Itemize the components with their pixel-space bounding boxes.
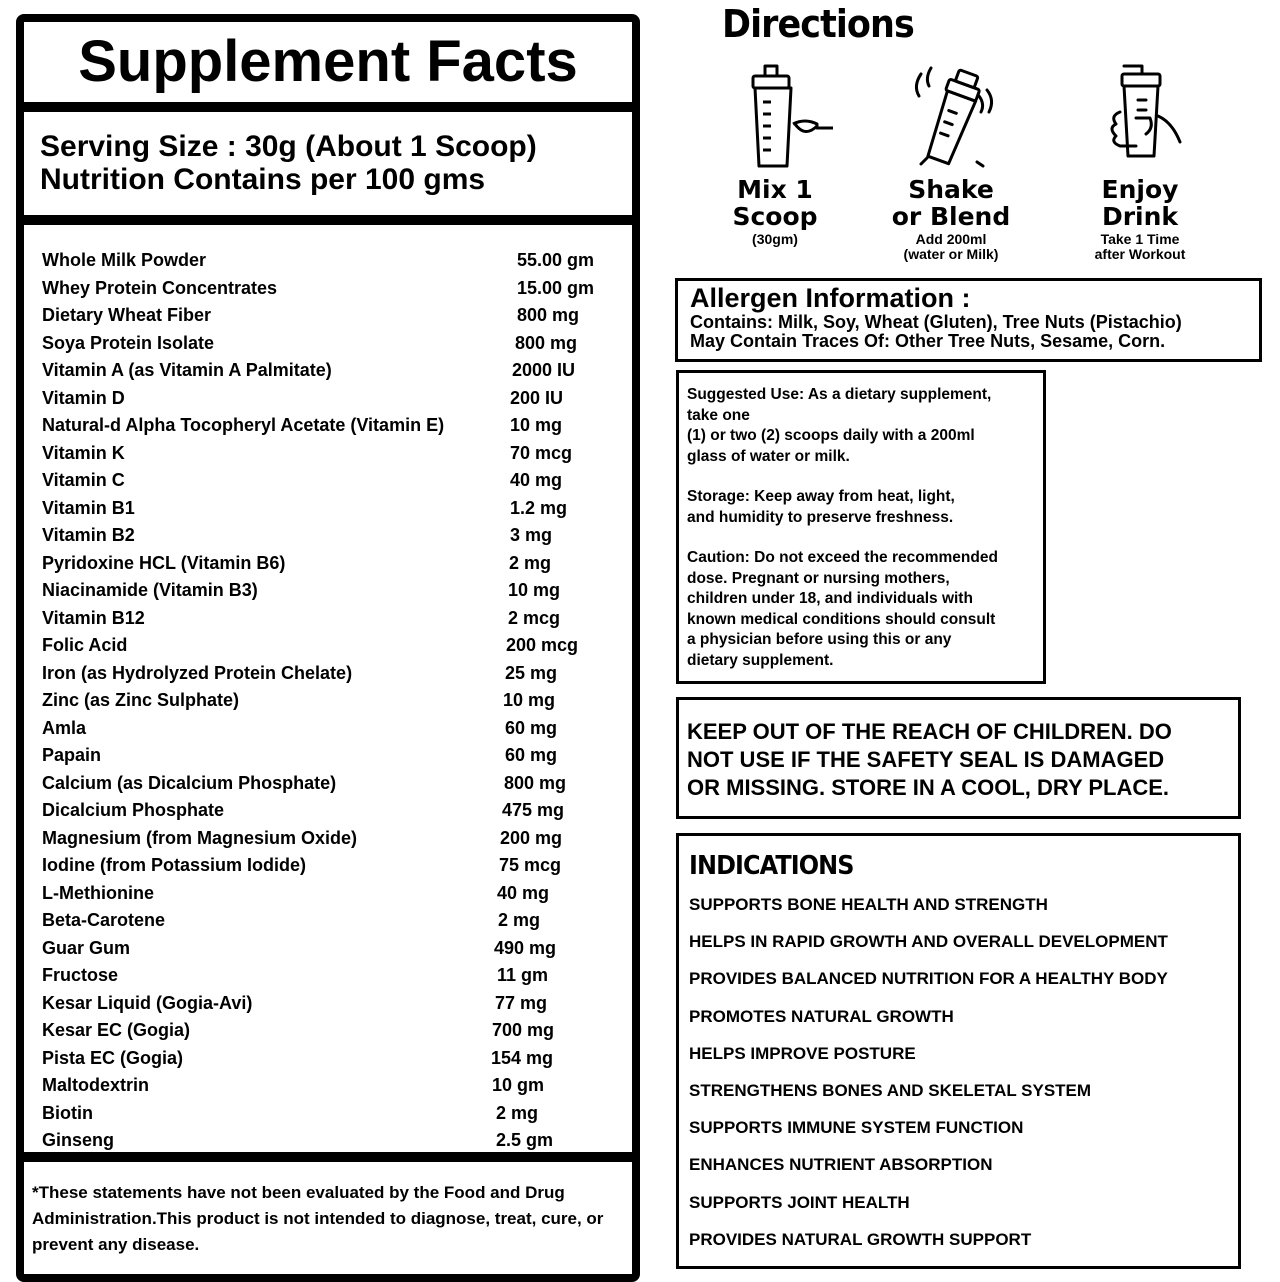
- nutrient-row: [42, 330, 622, 358]
- step-title-line: Mix 1: [737, 175, 813, 204]
- indication-item: PROVIDES BALANCED NUTRITION FOR A HEALTHY BODY: [689, 969, 1168, 989]
- indication-item: SUPPORTS BONE HEALTH AND STRENGTH: [689, 895, 1048, 914]
- step-subtitle-line: Add 200ml: [915, 231, 987, 247]
- nutrient-amount: 200 mg: [500, 827, 563, 848]
- nutrient-amount: 70 mcg: [510, 442, 573, 463]
- nutrient-name: Vitamin A (as Vitamin A Palmitate): [42, 360, 332, 380]
- suggested-use: Suggested Use: As a dietary supplement, take one (1) or two (2) scoops daily with a 200ml glass of water or milk.: [687, 386, 992, 465]
- nutrient-row: [42, 1072, 622, 1100]
- thick-divider: [24, 1152, 632, 1162]
- fda-disclaimer: *These statements have not been evaluated by the Food and Drug Administration.This product is not intended to diagnose, treat, cure, or prevent any disease.: [32, 1183, 604, 1254]
- nutrient-row: [42, 687, 622, 715]
- nutrient-amount: 200 IU: [510, 387, 564, 408]
- caution-info: Caution: Do not exceed the recommended dose. Pregnant or nursing mothers, children under 18, and individuals with known medical conditions should consult a physician before using this or any dietary supplement.: [687, 549, 998, 669]
- nutrient-name: Soya Protein Isolate: [42, 332, 215, 353]
- nutrient-name: Niacinamide (Vitamin B3): [42, 580, 258, 600]
- nutrient-amount: 77 mg: [495, 992, 548, 1013]
- nutrient-amount: 60 mg: [505, 745, 558, 765]
- nutrient-amount: 55.00 gm: [517, 250, 595, 270]
- nutrient-row: [42, 852, 622, 880]
- nutrient-amount: 800 mg: [517, 305, 580, 325]
- nutrient-name: Vitamin B2: [42, 525, 135, 545]
- supplement-facts-panel: [16, 14, 640, 1282]
- child-safety-warning: KEEP OUT OF THE REACH OF CHILDREN. DO NOT USE IF THE SAFETY SEAL IS DAMAGED OR MISSING. STORE IN A COOL, DRY PLACE.: [687, 719, 1172, 800]
- nutrient-row: [42, 467, 622, 495]
- nutrient-name: Dicalcium Phosphate: [42, 800, 225, 820]
- nutrient-row: [42, 385, 622, 413]
- allergen-box: [675, 278, 1262, 362]
- nutrient-name: Maltodextrin: [42, 1075, 150, 1095]
- nutrient-amount: 2 mg: [496, 1102, 539, 1123]
- nutrient-amount: 2.5 gm: [496, 1130, 554, 1150]
- step-subtitle: [690, 232, 860, 247]
- nutrient-row: [42, 935, 622, 963]
- step-title-line: Scoop: [732, 202, 818, 231]
- nutrient-row: [42, 742, 622, 770]
- usage-box: [676, 370, 1046, 684]
- direction-step-shake: [866, 62, 1036, 262]
- nutrient-name: Iron (as Hydrolyzed Protein Chelate): [42, 662, 353, 683]
- nutrient-name: L-Methionine: [42, 882, 154, 903]
- nutrient-row: [42, 880, 622, 908]
- allergen-title: Allergen Information :: [690, 283, 971, 313]
- nutrient-name: Amla: [42, 717, 87, 738]
- nutrient-row: [42, 797, 622, 825]
- nutrient-row: [42, 825, 622, 853]
- nutrient-row: [42, 605, 622, 633]
- indication-item: PROVIDES NATURAL GROWTH SUPPORT: [689, 1229, 1032, 1249]
- nutrient-row: [42, 577, 622, 605]
- nutrient-amount: 1.2 mg: [510, 497, 568, 518]
- step-subtitle: [1055, 232, 1225, 262]
- direction-step-mix: [690, 62, 860, 247]
- nutrient-amount: 15.00 gm: [517, 277, 595, 298]
- nutrient-amount: 11 gm: [497, 965, 549, 985]
- nutrient-row: [42, 247, 622, 275]
- nutrient-name: Folic Acid: [42, 635, 128, 655]
- nutrient-row: [42, 962, 622, 990]
- nutrient-amount: 10 gm: [492, 1075, 545, 1095]
- nutrient-name: Magnesium (from Magnesium Oxide): [42, 827, 358, 848]
- nutrient-row: [42, 550, 622, 578]
- indication-item: HELPS IMPROVE POSTURE: [689, 1043, 916, 1063]
- indications-box: [676, 833, 1241, 1269]
- nutrient-amount: 3 mg: [510, 525, 553, 545]
- nutrient-name: Vitamin C: [42, 470, 125, 490]
- nutrient-row: [42, 357, 622, 385]
- nutrient-amount: 25 mg: [505, 662, 558, 683]
- serving-info: [40, 130, 537, 196]
- step-subtitle-line: after Workout: [1094, 246, 1186, 262]
- nutrient-row: [42, 660, 622, 688]
- nutrient-row: [42, 770, 622, 798]
- nutrient-row: [42, 1100, 622, 1128]
- step-title: [866, 176, 1036, 230]
- step-subtitle-line: (water or Milk): [903, 246, 999, 262]
- nutrient-row: [42, 715, 622, 743]
- supplement-facts-title: Supplement Facts: [78, 29, 578, 94]
- nutrient-name: Iodine (from Potassium Iodide): [42, 855, 307, 875]
- nutrition-basis: Nutrition Contains per 100 gms: [40, 163, 486, 196]
- nutrient-name: Biotin: [42, 1102, 93, 1123]
- step-title-line: Drink: [1101, 202, 1179, 231]
- nutrient-amount: 10 mg: [510, 415, 563, 435]
- indication-item: SUPPORTS JOINT HEALTH: [689, 1192, 910, 1212]
- nutrient-row: [42, 412, 622, 440]
- nutrient-list: [42, 247, 622, 1155]
- nutrient-name: Zinc (as Zinc Sulphate): [42, 690, 240, 710]
- nutrient-name: Guar Gum: [42, 937, 131, 958]
- nutrient-amount: 10 mg: [503, 690, 556, 710]
- step-subtitle: [866, 232, 1036, 262]
- nutrient-amount: 40 mg: [510, 470, 563, 490]
- nutrient-amount: 2 mg: [498, 910, 541, 930]
- nutrient-amount: 2 mcg: [508, 607, 561, 628]
- nutrient-name: Pista EC (Gogia): [42, 1047, 184, 1068]
- nutrient-row: [42, 1017, 622, 1045]
- shaker-scoop-icon: [715, 62, 835, 172]
- step-title: [1055, 176, 1225, 230]
- nutrient-amount: 800 mg: [504, 772, 567, 793]
- nutrient-row: [42, 907, 622, 935]
- nutrient-amount: 475 mg: [502, 800, 565, 820]
- nutrient-row: [42, 440, 622, 468]
- nutrient-name: Beta-Carotene: [42, 910, 166, 930]
- indication-item: HELPS IN RAPID GROWTH AND OVERALL DEVELOPMENT: [689, 932, 1168, 952]
- nutrient-row: [42, 495, 622, 523]
- nutrient-amount: 2 mg: [509, 552, 552, 573]
- nutrient-row: [42, 522, 622, 550]
- indication-item: SUPPORTS IMMUNE SYSTEM FUNCTION: [689, 1118, 1024, 1138]
- nutrient-name: Kesar EC (Gogia): [42, 1020, 191, 1040]
- nutrient-name: Pyridoxine HCL (Vitamin B6): [42, 552, 286, 573]
- nutrient-name: Whey Protein Concentrates: [42, 277, 278, 298]
- indications-title: INDICATIONS: [689, 851, 854, 881]
- shaking-bottle-icon: [891, 62, 1011, 172]
- nutrient-name: Vitamin B12: [42, 607, 145, 628]
- hand-bottle-icon: [1080, 62, 1200, 172]
- nutrient-amount: 75 mcg: [499, 855, 562, 875]
- nutrient-name: Vitamin D: [42, 387, 125, 408]
- thick-divider: [24, 215, 632, 225]
- nutrient-name: Fructose: [42, 965, 119, 985]
- nutrient-name: Kesar Liquid (Gogia-Avi): [42, 992, 253, 1013]
- nutrient-row: [42, 1045, 622, 1073]
- nutrient-amount: 10 mg: [508, 580, 561, 600]
- nutrient-amount: 490 mg: [494, 937, 557, 958]
- step-title-line: Shake: [908, 175, 994, 204]
- step-title-line: or Blend: [891, 202, 1011, 231]
- nutrient-amount: 60 mg: [505, 717, 558, 738]
- nutrient-row: [42, 302, 622, 330]
- nutrient-amount: 2000 IU: [512, 360, 576, 380]
- nutrient-row: [42, 1127, 622, 1155]
- nutrient-row: [42, 275, 622, 303]
- nutrient-name: Vitamin B1: [42, 497, 135, 518]
- thick-divider: [24, 102, 632, 112]
- nutrient-name: Dietary Wheat Fiber: [42, 305, 212, 325]
- nutrient-amount: 800 mg: [515, 332, 578, 353]
- nutrient-amount: 154 mg: [491, 1047, 554, 1068]
- nutrient-name: Whole Milk Powder: [42, 250, 207, 270]
- nutrient-name: Ginseng: [42, 1130, 115, 1150]
- indication-item: STRENGTHENS BONES AND SKELETAL SYSTEM: [689, 1081, 1092, 1101]
- allergen-may-contain: May Contain Traces Of: Other Tree Nuts, Sesame, Corn.: [690, 331, 1166, 351]
- step-subtitle-line: (30gm): [752, 231, 798, 247]
- nutrient-amount: 200 mcg: [506, 635, 579, 655]
- nutrient-name: Papain: [42, 745, 102, 765]
- nutrient-row: [42, 632, 622, 660]
- step-subtitle-line: Take 1 Time: [1100, 231, 1180, 247]
- indication-item: PROMOTES NATURAL GROWTH: [689, 1006, 954, 1026]
- storage-info: Storage: Keep away from heat, light, and humidity to preserve freshness.: [687, 488, 955, 526]
- nutrient-amount: 40 mg: [497, 882, 550, 903]
- direction-step-enjoy: [1055, 62, 1225, 262]
- indication-item: ENHANCES NUTRIENT ABSORPTION: [689, 1155, 993, 1175]
- nutrient-amount: 700 mg: [492, 1020, 555, 1040]
- nutrient-row: [42, 990, 622, 1018]
- allergen-contains: Contains: Milk, Soy, Wheat (Gluten), Tree Nuts (Pistachio): [690, 312, 1182, 332]
- nutrient-name: Vitamin K: [42, 442, 125, 463]
- nutrient-name: Natural-d Alpha Tocopheryl Acetate (Vitamin E): [42, 415, 445, 435]
- serving-size: Serving Size : 30g (About 1 Scoop): [40, 130, 537, 163]
- warning-box: [676, 697, 1241, 819]
- step-title-line: Enjoy: [1101, 175, 1179, 204]
- directions-title: Directions: [722, 2, 914, 46]
- nutrient-name: Calcium (as Dicalcium Phosphate): [42, 772, 337, 793]
- step-title: [690, 176, 860, 230]
